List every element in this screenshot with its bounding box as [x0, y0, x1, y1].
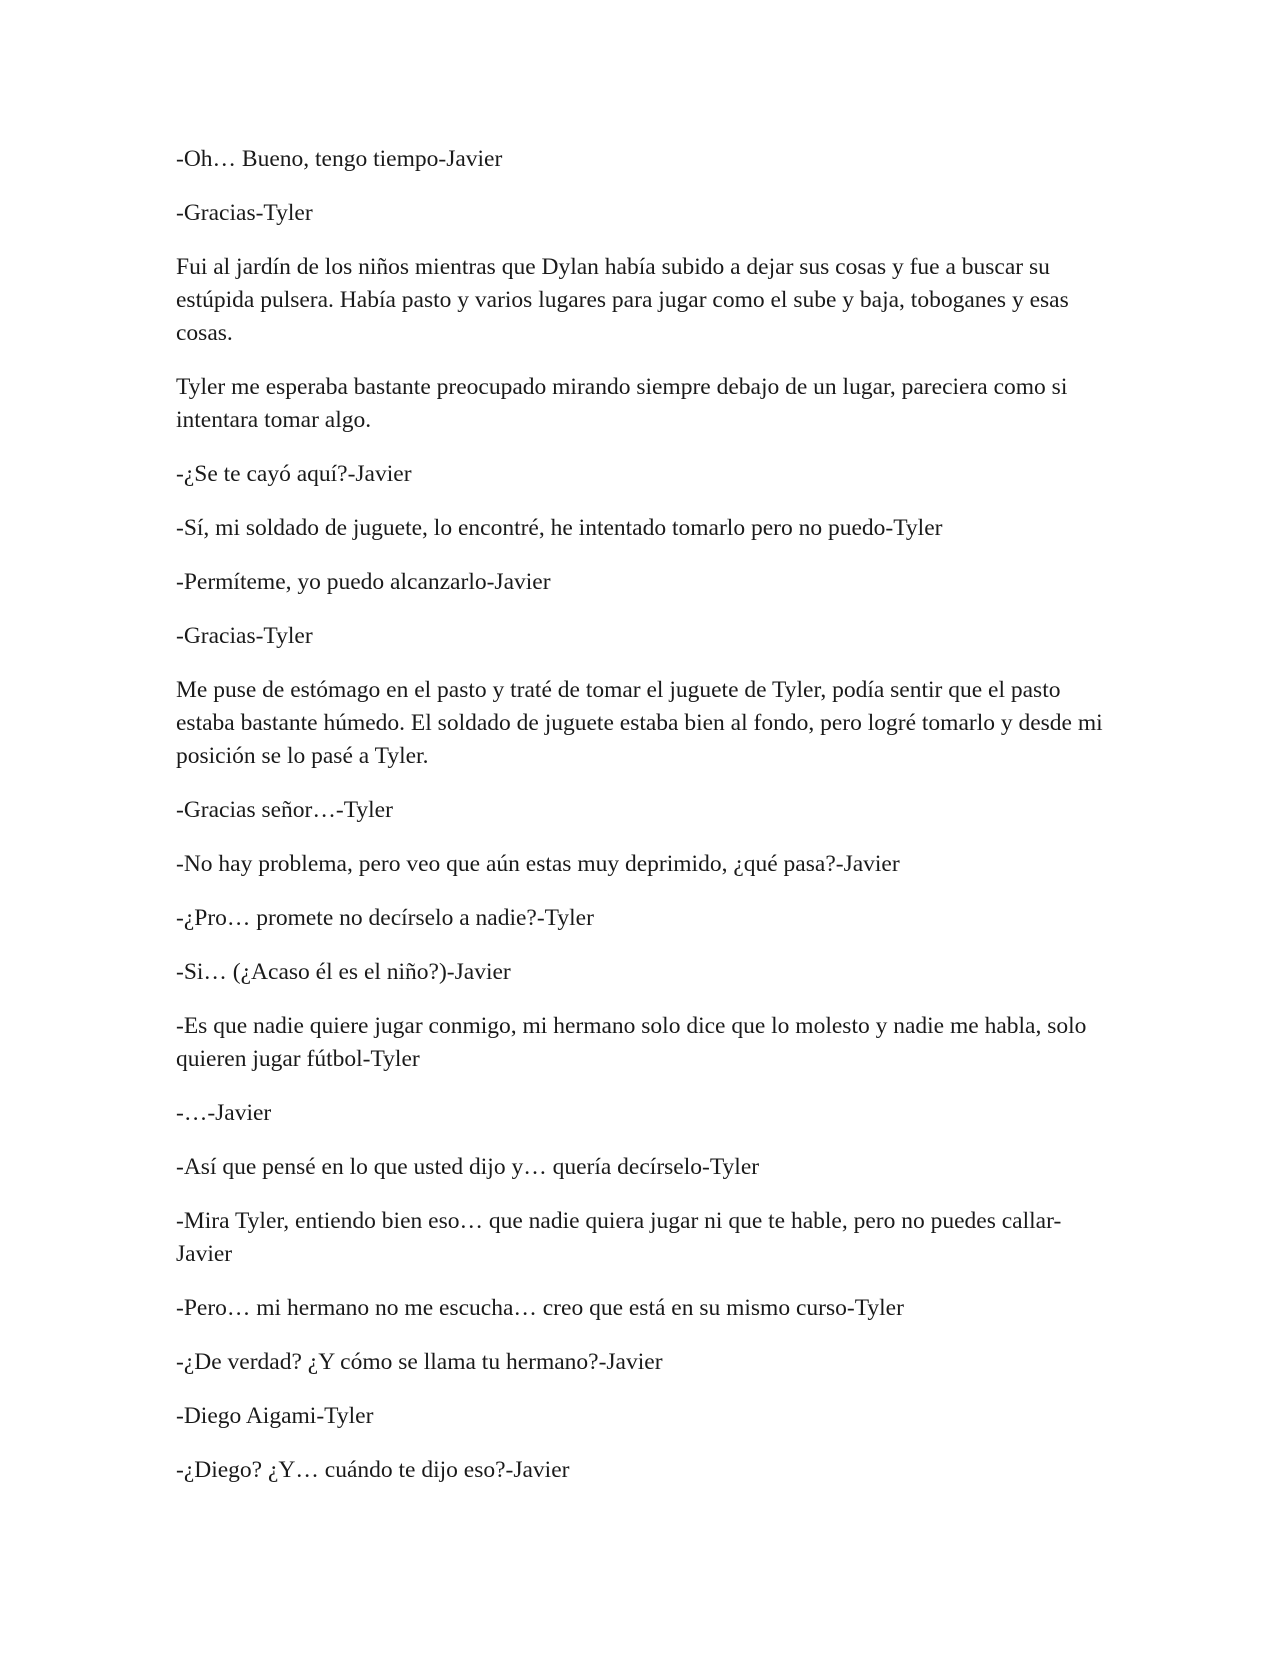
paragraph: -No hay problema, pero veo que aún estas muy deprimido, ¿qué pasa?-Javier	[176, 851, 900, 877]
paragraph: Me puse de estómago en el pasto y traté de tomar el juguete de Tyler, podía sentir que el pasto estaba bastante húmedo. El soldado de juguete estaba bien al fondo, pero logré tomarlo y desde mi posición se lo pasé a Tyler.	[176, 677, 1103, 769]
paragraph: -¿De verdad? ¿Y cómo se llama tu hermano?-Javier	[176, 1349, 663, 1375]
paragraph: -Pero… mi hermano no me escucha… creo que está en su mismo curso-Tyler	[176, 1295, 904, 1321]
paragraph: Fui al jardín de los niños mientras que Dylan había subido a dejar sus cosas y fue a buscar su estúpida pulsera. Había pasto y varios lugares para jugar como el sube y baja, toboganes y esas cosas.	[176, 254, 1069, 346]
paragraph: -¿Se te cayó aquí?-Javier	[176, 461, 412, 487]
paragraph: -Mira Tyler, entiendo bien eso… que nadie quiera jugar ni que te hable, pero no puedes callar-Javier	[176, 1208, 1062, 1267]
paragraph: -Permíteme, yo puedo alcanzarlo-Javier	[176, 569, 551, 595]
paragraph: -Si… (¿Acaso él es el niño?)-Javier	[176, 959, 511, 985]
paragraph: -¿Diego? ¿Y… cuándo te dijo eso?-Javier	[176, 1457, 570, 1483]
paragraph: -Gracias-Tyler	[176, 623, 313, 649]
paragraph: -Gracias señor…-Tyler	[176, 797, 393, 823]
paragraph: -Gracias-Tyler	[176, 200, 313, 226]
paragraph: -Sí, mi soldado de juguete, lo encontré, he intentado tomarlo pero no puedo-Tyler	[176, 515, 943, 541]
document-body	[176, 143, 1104, 1508]
paragraph: -¿Pro… promete no decírselo a nadie?-Tyler	[176, 905, 594, 931]
paragraph: Tyler me esperaba bastante preocupado mirando siempre debajo de un lugar, pareciera como si intentara tomar algo.	[176, 374, 1068, 433]
paragraph: -Así que pensé en lo que usted dijo y… quería decírselo-Tyler	[176, 1154, 760, 1180]
paragraph: -…-Javier	[176, 1100, 272, 1126]
paragraph: -Diego Aigami-Tyler	[176, 1403, 374, 1429]
paragraph: -Es que nadie quiere jugar conmigo, mi hermano solo dice que lo molesto y nadie me habla, solo quieren jugar fútbol-Tyler	[176, 1013, 1087, 1072]
paragraph: -Oh… Bueno, tengo tiempo-Javier	[176, 146, 503, 172]
